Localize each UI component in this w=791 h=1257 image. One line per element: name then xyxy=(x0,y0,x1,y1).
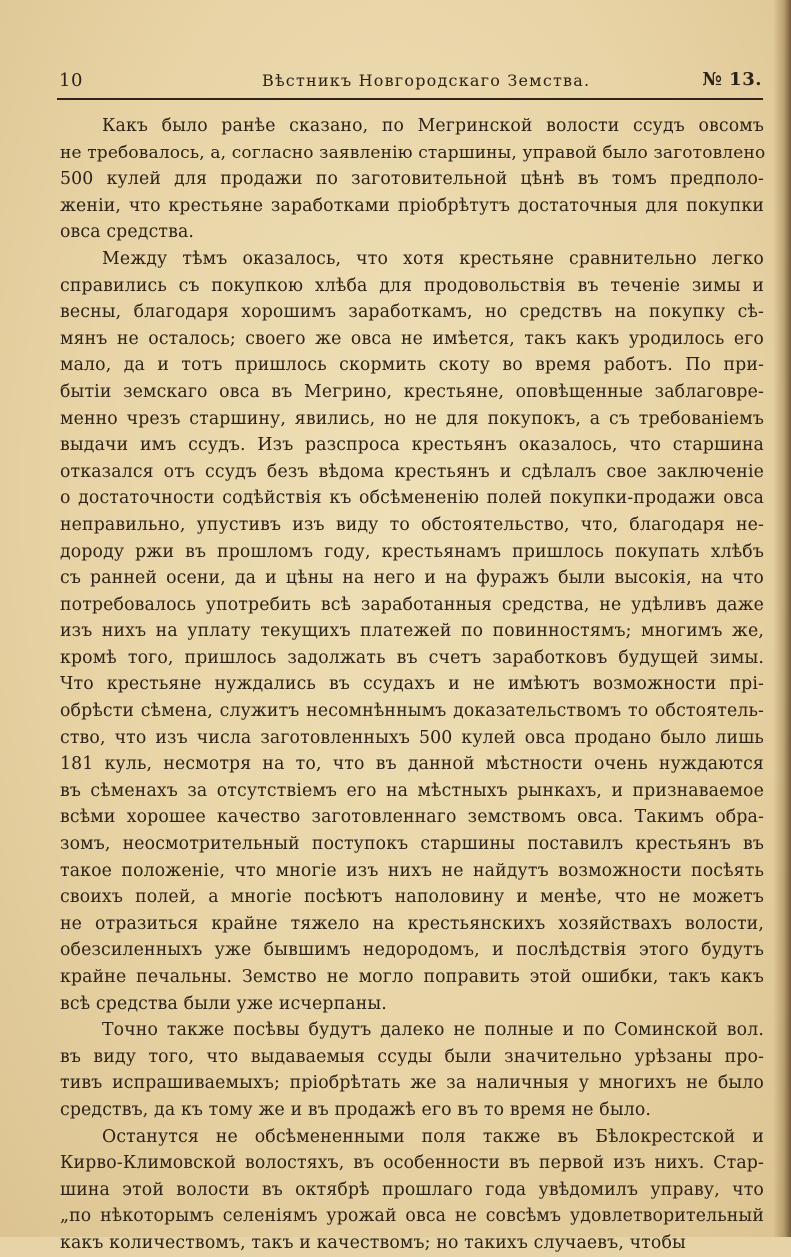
text-line: отказался отъ ссудъ безъ вѣдома крестьянъ и сдѣлалъ свое заключеніе xyxy=(60,461,764,482)
text-line: справились съ покупкою хлѣба для продовольствія въ теченіе зимы и xyxy=(60,275,764,296)
text-line: средствъ, да къ тому же и въ продажѣ его въ то время не было. xyxy=(60,1099,652,1120)
text-line: неправильно, упустивъ изъ виду то обстоятельство, что, благодаря не- xyxy=(60,514,764,535)
text-line: не требовалось, а, согласно заявленію старшины, управой было заготовлено xyxy=(60,142,766,163)
text-line: въ сѣменахъ за отсутствіемъ его на мѣстныхъ рынкахъ, и признаваемое xyxy=(60,780,764,801)
paragraph xyxy=(60,246,764,1017)
text-line: менно чрезъ старшину, явились, но не для покупокъ, а съ требованіемъ xyxy=(60,408,764,429)
text-line: тивъ испрашиваемыхъ; пріобрѣтать же за наличныя у многихъ не было xyxy=(60,1073,764,1094)
text-line: о достаточности содѣйствія къ обсѣмененію полей покупки-продажи овса xyxy=(60,488,764,509)
paragraph xyxy=(60,113,764,246)
text-line: Останутся не обсѣмененными поля также въ Бѣлокрестской и xyxy=(102,1126,764,1147)
text-line: Какъ было ранѣе сказано, по Мегринской волости ссудъ овсомъ xyxy=(102,116,764,136)
text-line: овса средства. xyxy=(60,222,195,243)
text-line: 181 куль, несмотря на то, что въ данной мѣстности очень нуждаются xyxy=(60,754,764,775)
text-line: всѣ средства были уже исчерпаны. xyxy=(60,993,387,1014)
text-line: какъ количествомъ, такъ и качествомъ; но такихъ случаевъ, чтобы xyxy=(60,1232,686,1253)
text-line: кромѣ того, пришлось задолжать въ счетъ заработковъ будущей зимы. xyxy=(60,647,764,668)
text-line: всѣми хорошее качество заготовленнаго земствомъ овса. Такимъ обра- xyxy=(60,807,764,828)
page-header xyxy=(57,66,762,96)
text-line: такое положеніе, что многіе изъ нихъ не найдутъ возможности посѣять xyxy=(60,860,764,881)
text-line: своихъ полей, а многіе посѣютъ наполовину и менѣе, что не можетъ xyxy=(60,887,764,908)
text-line: потребовалось употребить всѣ заработанныя средства, не удѣливъ даже xyxy=(60,594,764,615)
text-line: въ виду того, что выдаваемыя ссуды были значительно урѣзаны про- xyxy=(60,1046,764,1067)
issue-number: № 13. xyxy=(702,69,762,90)
paragraph xyxy=(60,1017,764,1123)
text-line: Между тѣмъ оказалось, что хотя крестьяне сравнительно легко xyxy=(102,248,764,269)
header-rule xyxy=(57,98,763,100)
text-line: зомъ, неосмотрительный поступокъ старшины поставилъ крестьянъ въ xyxy=(60,834,764,855)
text-line: крайне печальны. Земство не могло поправить этой ошибки, такъ какъ xyxy=(60,967,764,987)
text-line: съ ранней осени, да и цѣны на него и на фуражъ были высокія, на что xyxy=(60,568,764,589)
text-line: шина этой волости въ октябрѣ прошлаго года увѣдомилъ управу, что xyxy=(60,1179,764,1200)
page-edge-shadow xyxy=(773,0,791,1237)
text-line: Что крестьяне нуждались въ ссудахъ и не имѣютъ возможности прі- xyxy=(60,674,764,695)
text-line: ство, что изъ числа заготовленныхъ 500 кулей овса продано было лишь xyxy=(60,727,764,748)
text-line: Точно также посѣвы будутъ далеко не полные и по Соминской вол. xyxy=(102,1020,764,1041)
text-line: дороду ржи въ прошломъ году, крестьянамъ пришлось покупать хлѣбъ xyxy=(60,541,764,562)
article-body xyxy=(60,113,764,1257)
text-line: весны, благодаря хорошимъ заработкамъ, но средствъ на покупку сѣ- xyxy=(60,302,764,323)
text-line: обезсиленныхъ уже бывшимъ недородомъ, и послѣдствія этого будутъ xyxy=(60,940,764,961)
text-line: Кирво-Климовской волостяхъ, въ особенности въ первой изъ нихъ. Стар- xyxy=(60,1153,764,1174)
text-line: мянъ не осталось; своего же овса не имѣется, такъ какъ уродилось его xyxy=(60,328,764,349)
text-line: женіи, что крестьяне заработками пріобрѣтутъ достаточныя для покупки xyxy=(60,195,764,216)
text-line: выдачи имъ ссудъ. Изъ разспроса крестьянъ оказалось, что старшина xyxy=(60,435,764,456)
text-line: мало, да и тотъ пришлось скормить скоту во время работъ. По при- xyxy=(60,355,764,376)
page-number: 10 xyxy=(59,70,83,91)
text-line: обрѣсти сѣмена, служитъ несомнѣннымъ доказательствомъ то обстоятель- xyxy=(60,701,764,722)
running-title: Вѣстникъ Новгородскаго Земства. xyxy=(262,71,591,90)
text-line: бытіи земскаго овса въ Мегрино, крестьяне, оповѣщенные заблаговре- xyxy=(60,381,764,402)
text-line: не отразиться крайне тяжело на крестьянскихъ хозяйствахъ волости, xyxy=(60,913,764,934)
text-line: „по нѣкоторымъ селеніямъ урожай овса не совсѣмъ удовлетворительный xyxy=(60,1206,764,1227)
text-line: 500 кулей для продажи по заготовительной цѣнѣ въ томъ предполо- xyxy=(60,169,764,190)
text-line: изъ нихъ на уплату текущихъ платежей по повинностямъ; многимъ же, xyxy=(60,621,764,642)
